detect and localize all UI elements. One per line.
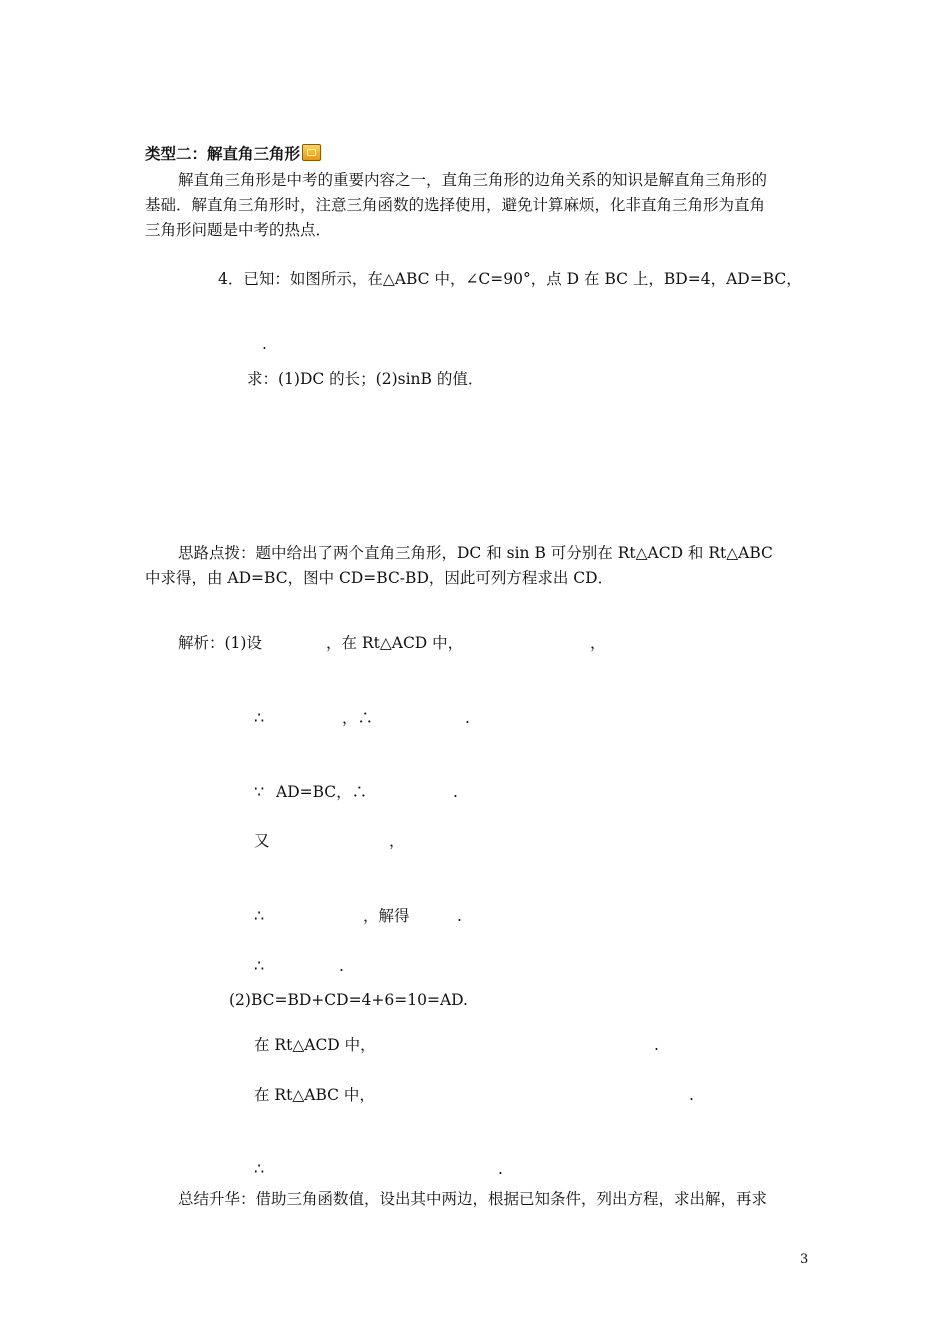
section-heading: 类型二：解直角三角形 [145,144,321,164]
step3-period: . [453,783,458,801]
step5-period: . [457,907,462,925]
note-icon[interactable] [302,144,321,161]
abc-period: . [689,1086,694,1104]
in-rt-abc: 在 Rt△ABC 中， [254,1086,375,1104]
step4-you: 又 [254,832,270,850]
intro-line-1: 解直角三角形是中考的重要内容之一，直角三角形的边角关系的知识是解直角三角形的 [178,171,768,189]
acd-period: . [654,1036,659,1054]
step4-comma: ， [389,832,405,850]
because-symbol: ∵ [254,782,265,801]
intro-line-2: 基础．解直角三角形时，注意三角函数的选择使用，避免计算麻烦，化非直角三角形为直角 [145,196,766,214]
page-number: 3 [800,1252,809,1267]
step5-solve: ，解得 [363,907,410,925]
hint-line-2: 中求得，由 AD=BC，图中 CD=BC-BD，因此可列方程求出 CD． [145,569,614,587]
therefore-symbol: ∴ [254,906,265,925]
step3-text: AD=BC，∴ [276,783,368,801]
solution-step1-end: ， [590,634,606,652]
problem-ask: 求：(1)DC 的长；(2)sinB 的值． [247,370,484,388]
therefore-symbol: ∴ [254,1159,265,1178]
hint-line-1: 思路点拨：题中给出了两个直角三角形，DC 和 sin B 可分别在 Rt△ACD 和 Rt△ABC [178,544,773,562]
part2-line: (2)BC=BD+CD=4+6=10=AD. [229,991,468,1009]
step2-period: . [465,709,470,727]
solution-step1-middle: ，在 Rt△ACD 中， [326,634,464,652]
step2-comma-therefore: ，∴ [342,709,374,727]
problem-statement: 4．已知：如图所示，在△ABC 中，∠C=90°，点 D 在 BC 上，BD=4，AD=BC， [218,270,802,288]
summary-line: 总结升华：借助三角函数值，设出其中两边，根据已知条件，列出方程，求出解，再求 [178,1190,768,1208]
therefore-symbol: ∴ [254,708,265,727]
final-period: . [498,1160,503,1178]
problem-dot: . [262,335,267,353]
intro-line-3: 三角形问题是中考的热点． [145,221,332,239]
step6-period: . [339,957,344,975]
solution-label: 解析：(1)设 [178,634,262,652]
in-rt-acd: 在 Rt△ACD 中， [254,1036,376,1054]
therefore-symbol: ∴ [254,956,265,975]
